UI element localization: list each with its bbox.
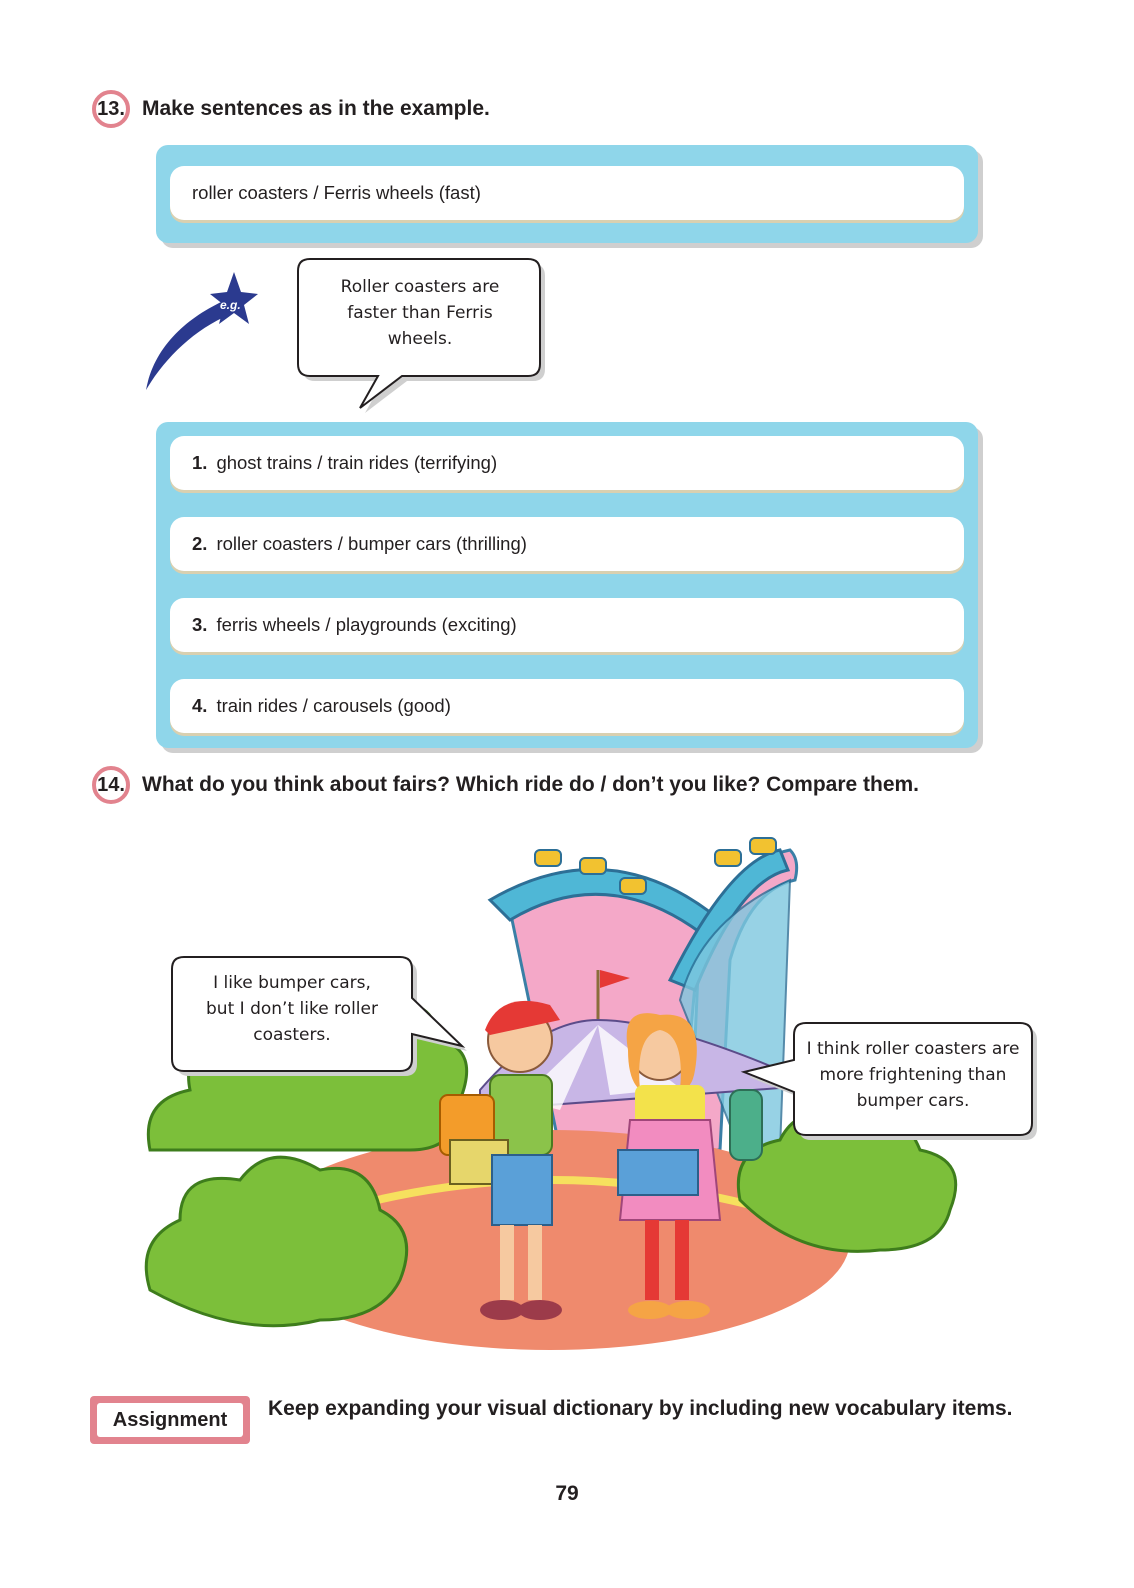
girl-line: bumper cars. bbox=[856, 1091, 970, 1111]
item-text: ferris wheels / playgrounds (exciting) bbox=[216, 614, 517, 635]
example-line: Roller coasters are bbox=[340, 277, 500, 297]
item-number: 3. bbox=[192, 614, 208, 635]
item-text: ghost trains / train rides (terrifying) bbox=[216, 452, 498, 473]
exercise-number: 14. bbox=[92, 766, 130, 804]
items-panel bbox=[156, 422, 978, 748]
exercise-title: What do you think about fairs? Which ride do / don’t you like? Compare them. bbox=[142, 773, 920, 796]
girl-line: I think roller coasters are bbox=[806, 1039, 1020, 1059]
item-number: 1. bbox=[192, 452, 208, 473]
girl-line: more frightening than bbox=[819, 1065, 1007, 1085]
page-number: 79 bbox=[555, 1482, 579, 1505]
item-text: roller coasters / bumper cars (thrilling) bbox=[216, 533, 527, 554]
item-row bbox=[170, 517, 964, 571]
item-number: 4. bbox=[192, 695, 208, 716]
item-number: 2. bbox=[192, 533, 208, 554]
assignment-text: Keep expanding your visual dictionary by including new vocabulary items. bbox=[268, 1397, 1013, 1420]
boy-speech-bubble bbox=[170, 954, 470, 1080]
example-line: wheels. bbox=[387, 329, 453, 349]
example-label: e.g. bbox=[220, 298, 241, 312]
exercise-title: Make sentences as in the example. bbox=[142, 97, 490, 120]
boy-line: but I don’t like roller bbox=[206, 999, 378, 1019]
prompt-panel bbox=[156, 145, 978, 243]
example-line: faster than Ferris bbox=[347, 303, 493, 323]
example-star-icon bbox=[140, 268, 260, 393]
exercise-14-heading bbox=[92, 766, 919, 804]
assignment-label: Assignment bbox=[97, 1403, 243, 1437]
exercise-13-heading bbox=[92, 90, 490, 128]
prompt-text: roller coasters / Ferris wheels (fast) bbox=[192, 182, 481, 203]
boy-line: I like bumper cars, bbox=[213, 973, 371, 993]
item-row bbox=[170, 436, 964, 490]
item-text: train rides / carousels (good) bbox=[216, 695, 451, 716]
item-row bbox=[170, 598, 964, 652]
girl-speech-bubble bbox=[740, 1020, 1040, 1144]
prompt-row bbox=[170, 166, 964, 220]
item-row bbox=[170, 679, 964, 733]
exercise-number: 13. bbox=[92, 90, 130, 128]
example-bubble bbox=[296, 256, 548, 414]
boy-line: coasters. bbox=[253, 1025, 331, 1045]
assignment-badge bbox=[90, 1396, 250, 1444]
